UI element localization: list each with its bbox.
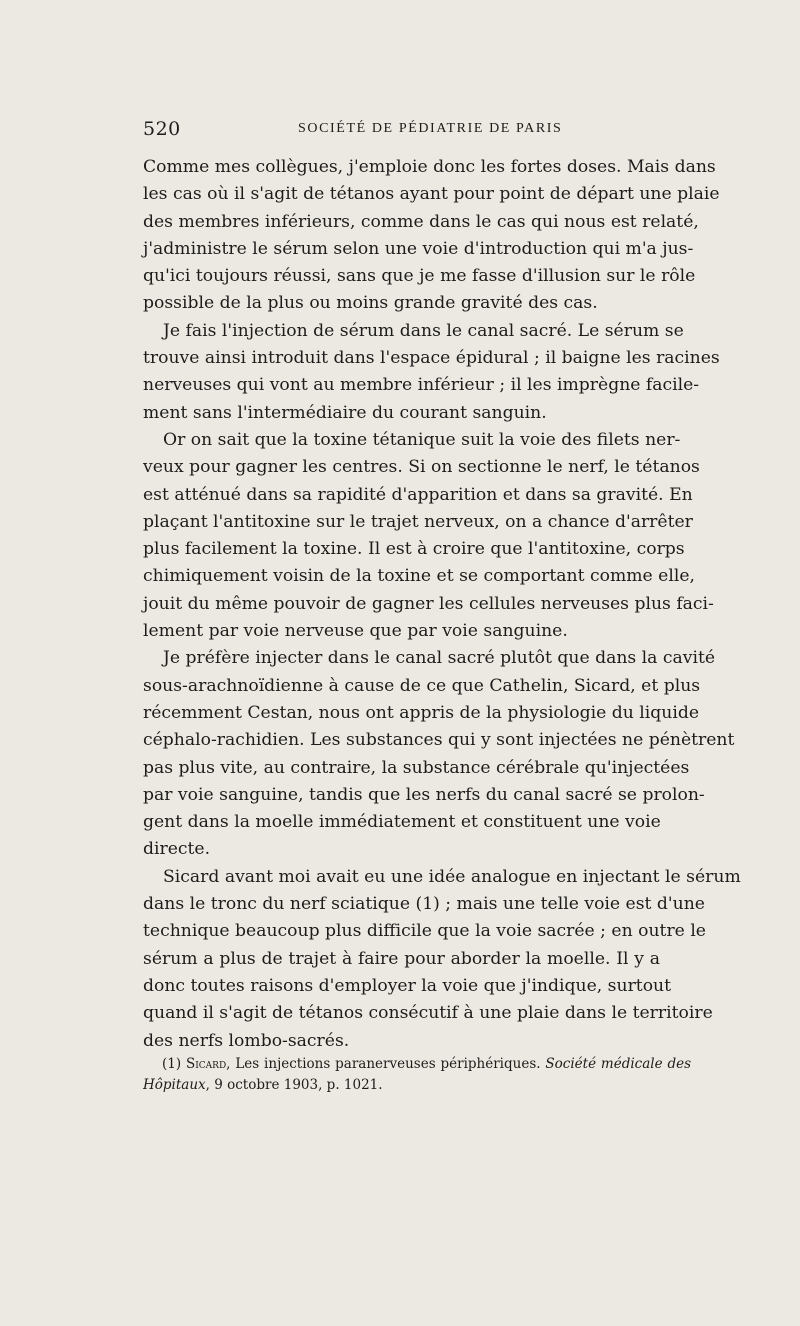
running-head: SOCIÉTÉ DE PÉDIATRIE DE PARIS — [298, 121, 563, 136]
text-line: Sicard avant moi avait eu une idée analogue en injectant le sérum — [163, 866, 741, 887]
text-line: lement par voie nerveuse que par voie sanguine. — [143, 621, 568, 642]
text-line: plaçant l'antitoxine sur le trajet nerveux, on a chance d'arrêter — [143, 511, 693, 532]
text-line: donc toutes raisons d'employer la voie que j'indique, surtout — [143, 975, 672, 996]
footnote — [143, 1054, 691, 1096]
text-line: par voie sanguine, tandis que les nerfs du canal sacré se prolon- — [143, 784, 705, 805]
footnote-title: , Les injections paranerveuses périphériques. — [226, 1056, 541, 1072]
text-line: veux pour gagner les centres. Si on sectionne le nerf, le tétanos — [143, 457, 700, 478]
text-line: est atténué dans sa rapidité d'apparition et dans sa gravité. En — [143, 484, 693, 505]
text-line: qu'ici toujours réussi, sans que je me fasse d'illusion sur le rôle — [143, 266, 696, 287]
text-line: quand il s'agit de tétanos consécutif à une plaie dans le territoire — [143, 1003, 713, 1024]
text-line: j'administre le sérum selon une voie d'introduction qui m'a jus- — [143, 238, 694, 259]
text-line: possible de la plus ou moins grande gravité des cas. — [143, 293, 598, 314]
text-line: des membres inférieurs, comme dans le cas qui nous est relaté, — [143, 211, 699, 232]
text-line: les cas où il s'agit de tétanos ayant pour point de départ une plaie — [143, 184, 720, 205]
footnote-line — [143, 1075, 691, 1096]
text-line: plus facilement la toxine. Il est à croire que l'antitoxine, corps — [143, 539, 685, 560]
text-line: gent dans la moelle immédiatement et constituent une voie — [143, 812, 661, 833]
footnote-journal-cont: Hôpitaux — [143, 1077, 206, 1093]
text-line: sérum a plus de trajet à faire pour aborder la moelle. Il y a — [143, 948, 660, 969]
text-line: Je fais l'injection de sérum dans le canal sacré. Le sérum se — [163, 320, 684, 341]
text-line: chimiquement voisin de la toxine et se comportant comme elle, — [143, 566, 695, 587]
footnote-date: , 9 octobre 1903, p. 1021. — [205, 1077, 383, 1093]
footnote-journal: Société médicale des — [545, 1056, 692, 1072]
text-line: pas plus vite, au contraire, la substance cérébrale qu'injectées — [143, 757, 690, 778]
text-line: des nerfs lombo-sacrés. — [143, 1030, 350, 1051]
text-line: Je préfère injecter dans le canal sacré plutôt que dans la cavité — [163, 648, 716, 669]
text-line: récemment Cestan, nous ont appris de la physiologie du liquide — [143, 702, 700, 723]
text-line: nerveuses qui vont au membre inférieur ; il les imprègne facile- — [143, 375, 700, 396]
page-header — [143, 118, 673, 142]
footnote-marker: (1) — [162, 1056, 182, 1072]
text-line: Comme mes collègues, j'emploie donc les fortes doses. Mais dans — [143, 157, 716, 177]
text-line: ment sans l'intermédiaire du courant sanguin. — [143, 402, 547, 423]
text-line: céphalo-rachidien. Les substances qui y sont injectées ne pénètrent — [143, 730, 735, 751]
page-number: 520 — [143, 118, 181, 140]
text-line: dans le tronc du nerf sciatique (1) ; mais une telle voie est d'une — [143, 894, 705, 915]
text-line: jouit du même pouvoir de gagner les cellules nerveuses plus faci- — [143, 593, 714, 614]
text-line: Or on sait que la toxine tétanique suit la voie des filets ner- — [163, 429, 681, 450]
text-line: directe. — [143, 839, 211, 860]
body-text — [143, 154, 741, 1055]
footnote-author: Sicard — [185, 1056, 227, 1072]
text-line: sous-arachnoïdienne à cause de ce que Cathelin, Sicard, et plus — [143, 675, 701, 696]
text-line: technique beaucoup plus difficile que la voie sacrée ; en outre le — [143, 921, 706, 942]
footnote-line — [143, 1054, 691, 1075]
text-line: trouve ainsi introduit dans l'espace épidural ; il baigne les racines — [143, 348, 720, 369]
